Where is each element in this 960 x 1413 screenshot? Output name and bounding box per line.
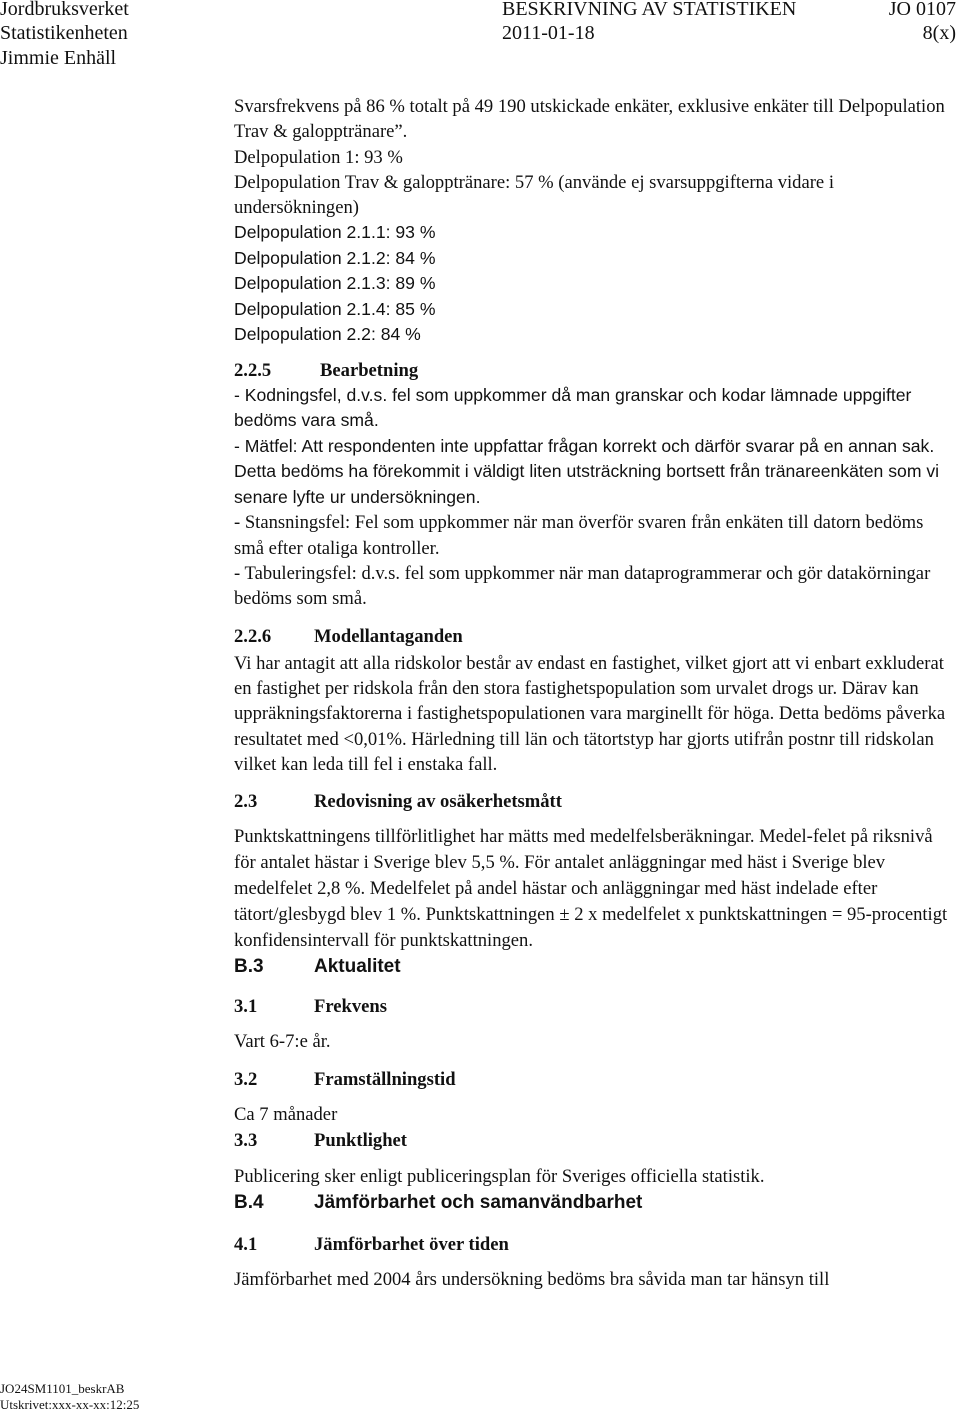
section-number: B.4	[234, 1192, 264, 1214]
response-line: Delpopulation Trav & galopptränare: 57 % (använde ej svarsuppgifterna vidare i undersökningen)	[234, 171, 834, 219]
section-title: Punktlighet	[314, 1129, 407, 1151]
response-line: Delpopulation 2.1.1: 93 %	[234, 222, 436, 243]
section-number: 3.3	[234, 1129, 258, 1151]
footer-printed: Utskrivet:xxx-xx-xx:12:25	[0, 1397, 140, 1412]
paragraph: Ca 7 månader	[234, 1104, 338, 1126]
header-org: Jordbruksverket	[0, 0, 129, 20]
section-title: Redovisning av osäkerhetsmått	[314, 791, 562, 813]
response-line: Delpopulation 2.1.3: 89 %	[234, 273, 436, 294]
header-unit: Statistikenheten	[0, 22, 128, 44]
section-number: 2.3	[234, 791, 258, 813]
paragraph: - Tabuleringsfel: d.v.s. fel som uppkommer när man dataprogrammerar och gör datakörningar bedöms som små.	[234, 563, 931, 610]
section-number: 3.2	[234, 1069, 258, 1091]
section-heading-4-1	[234, 1232, 950, 1257]
document-body	[234, 94, 950, 1292]
section-heading-2-2-6	[234, 624, 950, 649]
section-heading-b-4	[234, 1190, 950, 1215]
section-title: Frekvens	[314, 996, 387, 1018]
header-row-2	[0, 21, 960, 45]
paragraph: - Stansningsfel: Fel som uppkommer när man överför svaren från enkäten till datorn bedöms små efter otaliga kontroller.	[234, 512, 924, 559]
section-heading-3-2	[234, 1067, 950, 1092]
section-number: 3.1	[234, 996, 258, 1018]
response-line: Delpopulation 2.1.2: 84 %	[234, 247, 436, 268]
section-title: Jämförbarhet över tiden	[314, 1234, 509, 1256]
section-title: Aktualitet	[314, 956, 401, 978]
response-line: Delpopulation 2.1.4: 85 %	[234, 298, 436, 319]
header-doc-code: JO 0107	[888, 0, 956, 20]
paragraph: - Kodningsfel, d.v.s. fel som uppkommer då man granskar och kodar lämnade uppgifter bedöms vara små.	[234, 384, 912, 431]
paragraph: Publicering sker enligt publiceringsplan för Sveriges officiella statistik.	[234, 1165, 765, 1187]
footer-file: JO24SM1101_beskrAB	[0, 1381, 125, 1396]
section-number: 2.2.5	[234, 359, 272, 381]
response-line: Svarsfrekvens på 86 % totalt på 49 190 utskickade enkäter, exklusive enkäter till Delpopulation Trav & galopptränare”.	[234, 96, 945, 143]
section-title: Bearbetning	[320, 359, 419, 381]
paragraph: Vart 6-7:e år.	[234, 1031, 331, 1053]
paragraph: - Mätfel: Att respondenten inte uppfattar frågan korrekt och därför svarar på en annan sak. Detta bedöms ha förekommit i väldigt liten utsträckning bortsett från tränareenkäten som vi senare lyfte ur undersökningen.	[234, 435, 940, 507]
header-page: 8(x)	[922, 22, 956, 44]
response-rate-block	[234, 94, 950, 348]
section-heading-b-3	[234, 954, 950, 979]
paragraph: Vi har antagit att alla ridskolor består av endast en fastighet, vilket gjort att vi enbart exkluderat en fastighet per ridskola från den stora fastighetspopulation som urvalet drogs ur. Därav kan uppräkningsfaktorerna i fastighetspopulationen vara marginellt för höga. Detta bedöms påverka resultatet med <0,01%. Härledning till län och tätortstyp har gjorts utifrån postnr till ridskolan vilket kan leda till fel i enstaka fall.	[234, 652, 946, 775]
section-title: Framställningstid	[314, 1069, 456, 1091]
paragraph: Punktskattningens tillförlitlighet har mätts med medelfelsberäkningar. Medel-felet på riksnivå för antalet hästar i Sverige blev 5,5 %. För antalet anläggningar med häst i Sverige blev medelfelet 2,8 %. Medelfelet på andel hästar och anläggningar med häst indelade efter tätort/glesbygd blev 1 %. Punktskattningen ± 2 x medelfelet x punktskattningen = 95-procentigt konfidensintervall för punktskattningen.	[234, 826, 948, 952]
section-number: B.3	[234, 956, 264, 978]
header-date: 2011-01-18	[502, 22, 595, 44]
section-title: Jämförbarhet och samanvändbarhet	[314, 1192, 643, 1214]
paragraph: Jämförbarhet med 2004 års undersökning bedöms bra såvida man tar hänsyn till	[234, 1269, 830, 1291]
header-row-3	[0, 46, 960, 70]
response-line: Delpopulation 1: 93 %	[234, 146, 403, 168]
header-author: Jimmie Enhäll	[0, 47, 117, 69]
header-doc-type: BESKRIVNING AV STATISTIKEN	[502, 0, 797, 20]
section-heading-3-3	[234, 1128, 950, 1153]
header-row-1	[0, 0, 960, 21]
section-heading-3-1	[234, 994, 950, 1019]
section-body-2-2-5	[234, 383, 950, 612]
section-heading-2-2-5	[234, 358, 950, 383]
section-title: Modellantaganden	[314, 625, 463, 647]
section-number: 4.1	[234, 1234, 258, 1256]
response-line: Delpopulation 2.2: 84 %	[234, 324, 421, 345]
section-number: 2.2.6	[234, 625, 272, 647]
section-heading-2-3	[234, 789, 950, 814]
